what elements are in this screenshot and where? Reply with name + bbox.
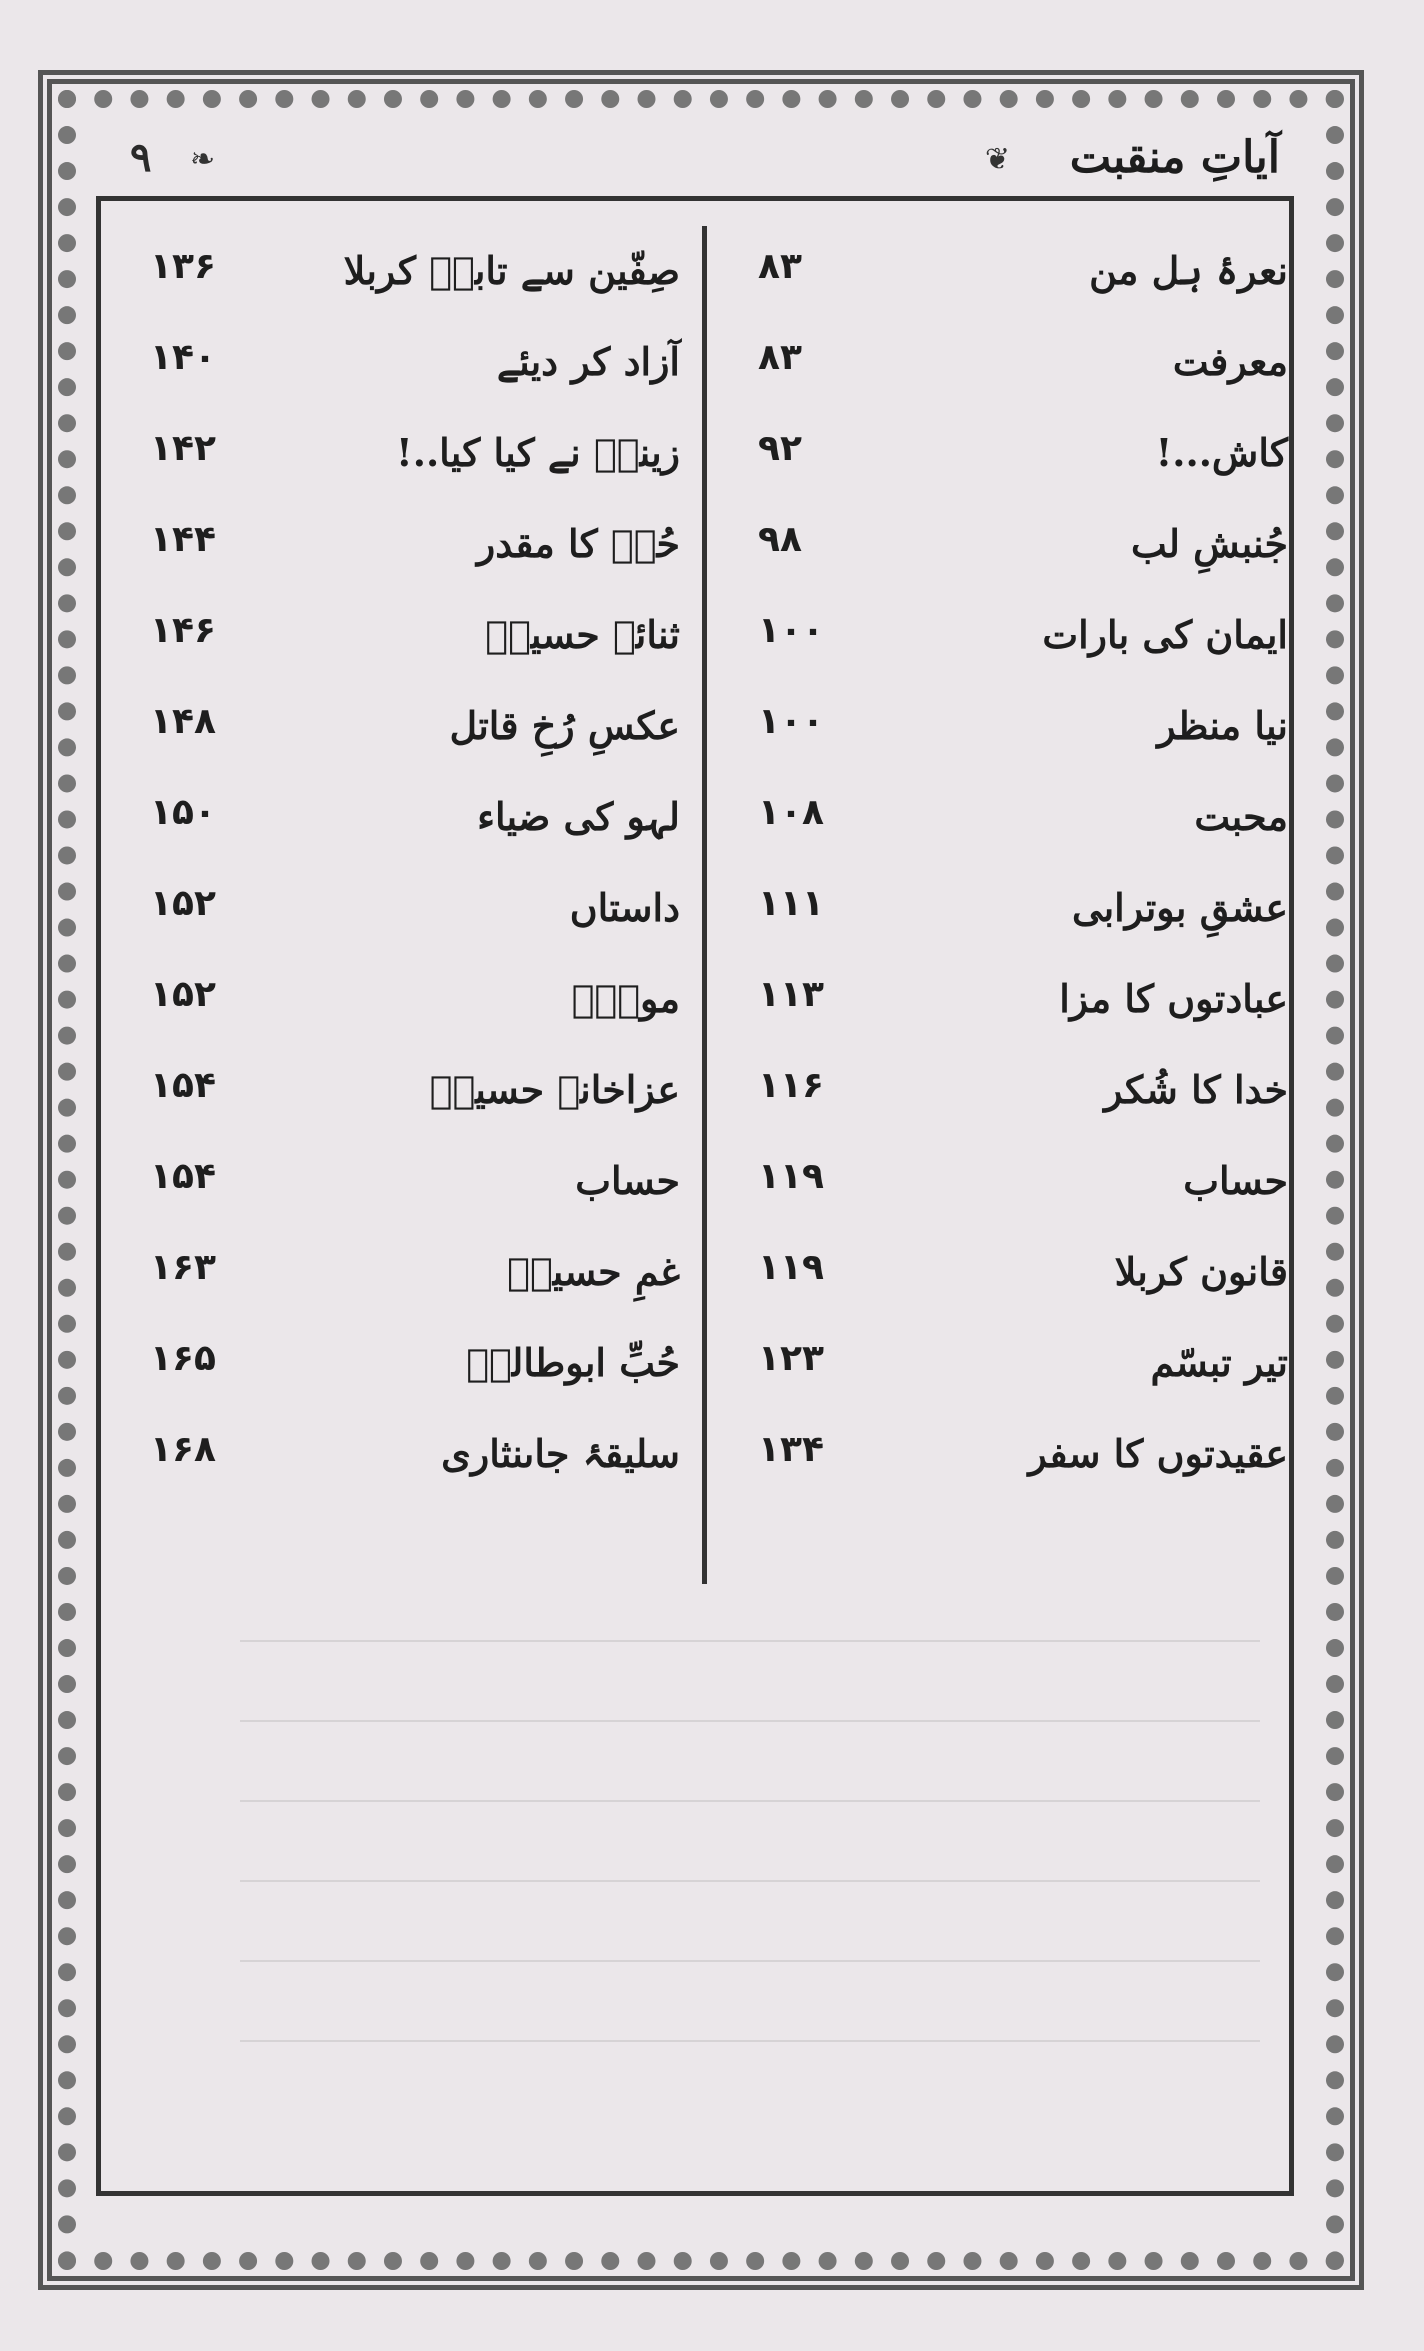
toc-entry-title: عشقِ بوترابی (1071, 885, 1288, 930)
bleed-through-line (240, 2040, 1260, 2042)
toc-entry (728, 513, 1288, 604)
toc-entry-page: ۱۴۲ (150, 428, 216, 469)
toc-entry (120, 331, 680, 422)
toc-entry-title: حساب (575, 1158, 680, 1203)
page-number: ۹ (130, 134, 152, 181)
toc-entry (120, 695, 680, 786)
toc-entry (728, 240, 1288, 331)
toc-entry-title: تیر تبسّم (1150, 1340, 1288, 1385)
toc-entry-page: ۱۶۸ (150, 1429, 216, 1470)
toc-entry-page: ۱۱۹ (758, 1156, 824, 1197)
toc-entry (728, 1241, 1288, 1332)
toc-entry-title: عزاخانہ حسینؑ (429, 1067, 680, 1112)
toc-entry-page: ۱۱۱ (758, 883, 824, 924)
toc-entry-title: حُبِّ ابوطالبؑ (466, 1340, 680, 1385)
toc-entry (728, 331, 1288, 422)
toc-entry-title: معرفت (1172, 339, 1288, 384)
toc-entry-title: آزاد کر دیئے (496, 339, 680, 384)
toc-entry-page: ۱۵۴ (150, 1065, 216, 1106)
toc-entry-page: ۱۴۶ (150, 610, 216, 651)
bleed-through-line (240, 1800, 1260, 1802)
toc-entry-title: داستاں (569, 885, 680, 930)
toc-entry-page: ۱۵۲ (150, 974, 216, 1015)
toc-entry-page: ۱۵۰ (150, 792, 216, 833)
toc-entry (728, 1332, 1288, 1423)
bleed-through-line (240, 1720, 1260, 1722)
toc-entry-page: ۱۶۳ (150, 1247, 216, 1288)
page-header (110, 132, 1280, 188)
toc-entry-title: صِفّین سے تابہٗ کربلا (343, 248, 680, 293)
toc-entry (728, 1059, 1288, 1150)
toc-column-left (120, 240, 680, 1514)
toc-entry-page: ۱۰۰ (758, 701, 824, 742)
toc-entry (728, 695, 1288, 786)
toc-entry-title: کاش...! (1155, 430, 1288, 475)
toc-entry-title: حُرؑ کا مقدر (476, 521, 680, 566)
toc-entry-page: ۱۴۴ (150, 519, 216, 560)
toc-entry-title: نعرۂ ہل من (1089, 248, 1288, 293)
toc-entry (120, 1241, 680, 1332)
toc-entry-page: ۱۰۸ (758, 792, 824, 833)
toc-entry (120, 513, 680, 604)
toc-entry-title: ایمان کی بارات (1042, 612, 1288, 657)
bleed-through-line (240, 1880, 1260, 1882)
flourish-icon: ❧ (190, 142, 216, 177)
toc-entry (728, 1423, 1288, 1514)
toc-entry (728, 1150, 1288, 1241)
toc-entry-page: ۹۲ (758, 428, 802, 469)
bleed-through-line (240, 1960, 1260, 1962)
toc-entry-page: ۱۱۹ (758, 1247, 824, 1288)
toc-entry-page: ۱۴۰ (150, 337, 216, 378)
toc-entry-page: ۱۳۶ (150, 246, 216, 287)
toc-entry-page: ۱۵۴ (150, 1156, 216, 1197)
toc-entry-page: ۸۳ (758, 337, 802, 378)
toc-entry (728, 968, 1288, 1059)
toc-entry-title: جُنبشِ لب (1131, 521, 1288, 566)
toc-entry-page: ۱۵۲ (150, 883, 216, 924)
toc-entry (120, 1150, 680, 1241)
toc-entry-title: عکسِ رُخِ قاتل (449, 703, 680, 748)
bleed-through-line (240, 1640, 1260, 1642)
toc-entry-title: زینبؑ نے کیا کیا..! (396, 430, 680, 475)
toc-entry (120, 877, 680, 968)
toc-entry (120, 240, 680, 331)
toc-entry (728, 786, 1288, 877)
toc-entry (120, 1423, 680, 1514)
toc-entry-title: قانون کربلا (1114, 1249, 1288, 1294)
toc-entry-title: نیا منظر (1157, 703, 1288, 748)
toc-entry-title: سلیقۂ جاںنثاری (441, 1431, 680, 1476)
toc-entry-page: ۱۲۳ (758, 1338, 824, 1379)
toc-entry-title: حساب (1183, 1158, 1288, 1203)
toc-entry (728, 604, 1288, 695)
flourish-icon: ❦ (984, 142, 1010, 177)
toc-entry-title: خدا کا شُکر (1104, 1067, 1288, 1112)
toc-entry-page: ۱۶۵ (150, 1338, 216, 1379)
toc-entry-title: غمِ حسینؑ (507, 1249, 680, 1294)
toc-entry (120, 1059, 680, 1150)
toc-entry-page: ۱۱۳ (758, 974, 824, 1015)
toc-entry (120, 786, 680, 877)
toc-entry (120, 604, 680, 695)
toc-entry-title: مولاؑ (571, 976, 680, 1021)
toc-entry-page: ۱۱۶ (758, 1065, 824, 1106)
toc-entry-title: عبادتوں کا مزا (1059, 976, 1288, 1021)
book-title: آیاتِ منقبت (1069, 132, 1280, 183)
toc-entry-page: ۱۴۸ (150, 701, 216, 742)
toc-column-right (728, 240, 1288, 1514)
toc-entry-page: ۱۳۴ (758, 1429, 824, 1470)
toc-entry-page: ۸۳ (758, 246, 802, 287)
toc-entry-title: ثنائے حسینؑ (485, 612, 680, 657)
toc-entry-title: لہو کی ضیاء (477, 794, 680, 839)
toc-entry (728, 877, 1288, 968)
toc-entry (728, 422, 1288, 513)
toc-entry-page: ۹۸ (758, 519, 802, 560)
toc-entry (120, 422, 680, 513)
column-divider (702, 226, 707, 1584)
toc-entry-title: عقیدتوں کا سفر (1028, 1431, 1288, 1476)
toc-entry (120, 968, 680, 1059)
toc-entry (120, 1332, 680, 1423)
toc-entry-page: ۱۰۰ (758, 610, 824, 651)
toc-entry-title: محبت (1194, 794, 1288, 839)
